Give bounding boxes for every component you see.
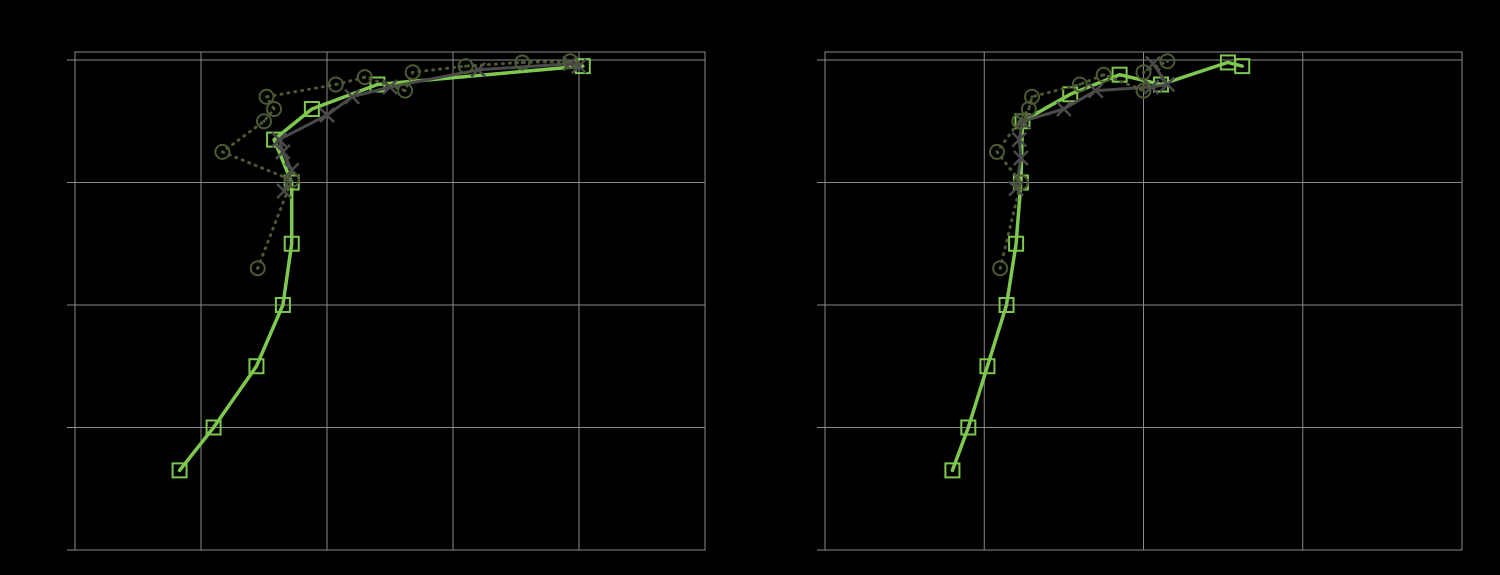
data-point-circle-center	[1031, 95, 1034, 98]
data-point-circle-center	[521, 61, 524, 64]
data-point-circle-center	[1018, 120, 1021, 123]
data-point-circle-center	[273, 108, 276, 111]
data-point-circle-center	[1019, 181, 1022, 184]
data-point-circle-center	[290, 179, 293, 182]
data-point-circle-center	[1166, 60, 1169, 63]
data-point-circle-center	[1142, 89, 1145, 92]
data-point-circle-center	[411, 71, 414, 74]
data-point-circle-center	[1142, 71, 1145, 74]
data-point-circle-center	[1078, 83, 1081, 86]
data-point-circle-center	[1102, 73, 1105, 76]
data-point-circle-center	[999, 267, 1002, 270]
data-point-circle-center	[334, 83, 337, 86]
data-point-circle-center	[995, 150, 998, 153]
data-point-circle-center	[265, 95, 268, 98]
data-point-circle-center	[404, 89, 407, 92]
data-point-circle-center	[363, 76, 366, 79]
data-point-circle-center	[1027, 108, 1030, 111]
data-point-circle-center	[569, 60, 572, 63]
data-point-circle-center	[256, 267, 259, 270]
data-point-circle-center	[221, 150, 224, 153]
data-point-circle-center	[464, 65, 467, 68]
data-point-circle-center	[263, 120, 266, 123]
